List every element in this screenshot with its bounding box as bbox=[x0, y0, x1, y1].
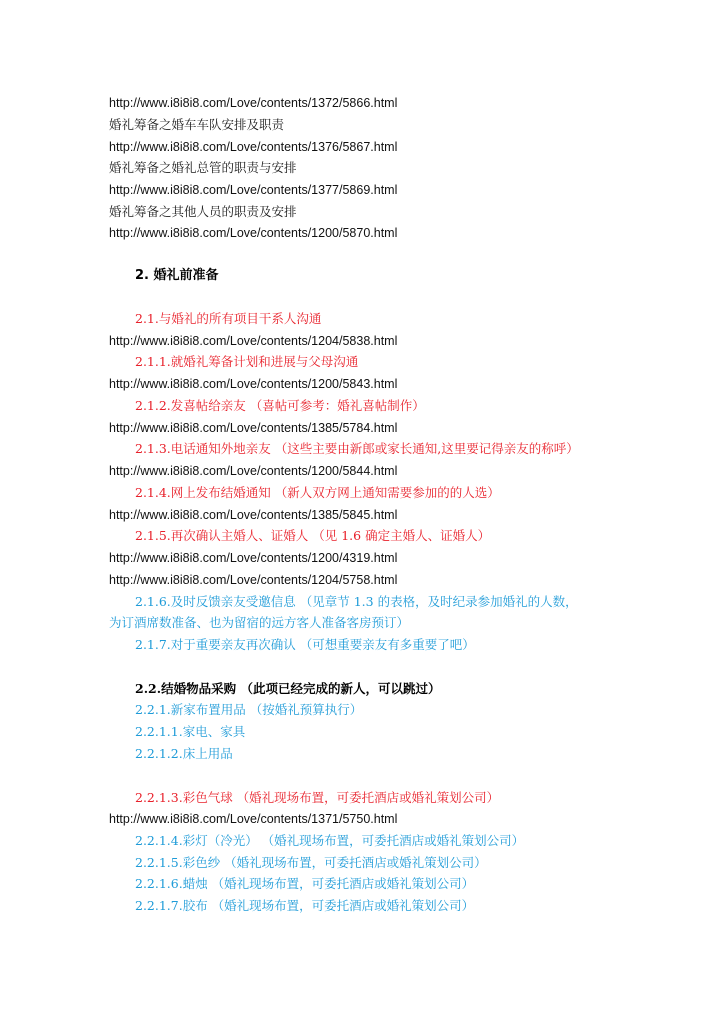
link-url[interactable]: http://www.i8i8i8.com/Love/contents/1200/4319.html bbox=[109, 551, 398, 565]
link-url[interactable]: http://www.i8i8i8.com/Love/contents/1204/5758.html bbox=[109, 573, 398, 587]
blue-item: 2.2.1.4.彩灯（冷光） （婚礼现场布置，可委托酒店或婚礼策划公司） bbox=[135, 833, 525, 848]
red-item: 2.1.1.就婚礼筹备计划和进展与父母沟通 bbox=[135, 354, 359, 369]
blue-item: 2.2.1.2.床上用品 bbox=[135, 746, 233, 761]
link-url[interactable]: http://www.i8i8i8.com/Love/contents/1377/5869.html bbox=[109, 183, 398, 197]
blue-item-continued: 为订酒席数准备、也为留宿的远方客人准备客房预订） bbox=[109, 615, 410, 630]
red-item: 2.1.2.发喜帖给亲友 （喜帖可参考：婚礼喜帖制作） bbox=[135, 398, 425, 413]
text-line: 婚礼筹备之婚车车队安排及职责 bbox=[109, 117, 285, 132]
blue-item: 2.1.7.对于重要亲友再次确认 （可想重要亲友有多重要了吧） bbox=[135, 637, 475, 652]
link-url[interactable]: http://www.i8i8i8.com/Love/contents/1376/5867.html bbox=[109, 140, 398, 154]
link-url[interactable]: http://www.i8i8i8.com/Love/contents/1204/5838.html bbox=[109, 334, 398, 348]
link-url[interactable]: http://www.i8i8i8.com/Love/contents/1385/5784.html bbox=[109, 421, 398, 435]
link-url[interactable]: http://www.i8i8i8.com/Love/contents/1371/5750.html bbox=[109, 812, 398, 826]
blue-item: 2.2.1.1.家电、家具 bbox=[135, 724, 246, 739]
blue-item: 2.2.1.5.彩色纱 （婚礼现场布置，可委托酒店或婚礼策划公司） bbox=[135, 855, 487, 870]
text-line: 婚礼筹备之其他人员的职责及安排 bbox=[109, 204, 297, 219]
red-item: 2.1.5.再次确认主婚人、证婚人 （见 1.6 确定主婚人、证婚人） bbox=[135, 528, 491, 543]
red-item: 2.1.4.网上发布结婚通知 （新人双方网上通知需要参加的的人选） bbox=[135, 485, 500, 500]
link-url[interactable]: http://www.i8i8i8.com/Love/contents/1200/5870.html bbox=[109, 226, 398, 240]
subsection-heading: 2.2.结婚物品采购 （此项已经完成的新人，可以跳过） bbox=[135, 681, 441, 696]
section-heading: 2. 婚礼前准备 bbox=[135, 268, 219, 283]
link-url[interactable]: http://www.i8i8i8.com/Love/contents/1200/5843.html bbox=[109, 377, 398, 391]
red-item: 2.1.3.电话通知外地亲友 （这些主要由新郎或家长通知,这里要记得亲友的称呼） bbox=[135, 441, 579, 456]
text-line: 婚礼筹备之婚礼总管的职责与安排 bbox=[109, 160, 297, 175]
red-item: 2.1.与婚礼的所有项目干系人沟通 bbox=[135, 311, 322, 326]
link-url[interactable]: http://www.i8i8i8.com/Love/contents/1385/5845.html bbox=[109, 508, 398, 522]
link-url[interactable]: http://www.i8i8i8.com/Love/contents/1200/5844.html bbox=[109, 464, 398, 478]
red-item: 2.2.1.3.彩色气球 （婚礼现场布置，可委托酒店或婚礼策划公司） bbox=[135, 790, 500, 805]
blue-item: 2.2.1.6.蜡烛 （婚礼现场布置，可委托酒店或婚礼策划公司） bbox=[135, 876, 475, 891]
blue-item: 2.2.1.7.胶布 （婚礼现场布置，可委托酒店或婚礼策划公司） bbox=[135, 898, 475, 913]
link-url[interactable]: http://www.i8i8i8.com/Love/contents/1372/5866.html bbox=[109, 96, 398, 110]
blue-item: 2.1.6.及时反馈亲友受邀信息 （见章节 1.3 的表格，及时纪录参加婚礼的人数， bbox=[135, 594, 578, 609]
blue-item: 2.2.1.新家布置用品 （按婚礼预算执行） bbox=[135, 702, 363, 717]
